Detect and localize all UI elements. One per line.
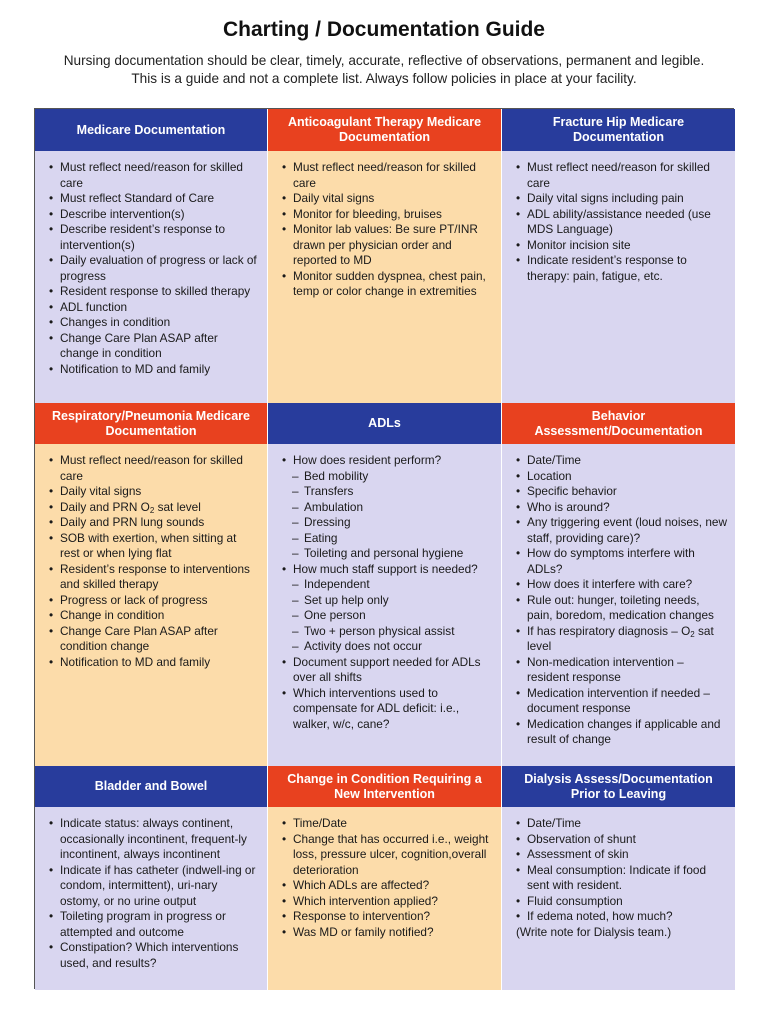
list-item: • Date/Time — [516, 816, 727, 832]
list-item: • Monitor sudden dyspnea, chest pain, temp or color change in extremities — [282, 269, 493, 300]
list-subitem: – Toileting and personal hygiene — [282, 546, 493, 562]
list-item: • Change in condition — [49, 608, 259, 624]
change-in-condition-list — [282, 816, 493, 940]
list-item: • Which intervention applied? — [282, 894, 493, 910]
list-item: • Daily vital signs — [282, 191, 493, 207]
list-item: • Daily vital signs including pain — [516, 191, 727, 207]
list-item: • Constipation? Which interventions used, and results? — [49, 940, 259, 971]
list-item: • SOB with exertion, when sitting at rest or when lying flat — [49, 531, 259, 562]
section-behavior-assessment — [502, 444, 735, 766]
list-item: • Daily and PRN $O_2$ sat level — [49, 500, 259, 516]
list-item: • Meal consumption: Indicate if food sent with resident. — [516, 863, 727, 894]
list-subitem: – Independent — [282, 577, 493, 593]
section-medicare-documentation — [35, 151, 268, 403]
header-fracture-hip: Fracture Hip Medicare Documentation — [502, 109, 735, 151]
list-item: • Must reflect need/reason for skilled care — [516, 160, 727, 191]
list-item: • Must reflect need/reason for skilled care — [49, 453, 259, 484]
list-subitem: – Dressing — [282, 515, 493, 531]
list-note: (Write note for Dialysis team.) — [516, 924, 672, 939]
list-item: • Daily vital signs — [49, 484, 259, 500]
list-item: • Rule out: hunger, toileting needs, pain, boredom, medication changes — [516, 593, 727, 624]
list-item: • If edema noted, how much? — [516, 909, 727, 925]
list-item: • Medication intervention if needed – document response — [516, 686, 727, 717]
list-item: • Change that has occurred i.e., weight loss, pressure ulcer, cognition,overall deterioration — [282, 832, 493, 879]
list-subitem: – Bed mobility — [282, 469, 493, 485]
list-item: • Specific behavior — [516, 484, 727, 500]
list-item: • Document support needed for ADLs over all shifts — [282, 655, 493, 686]
list-item: • Must reflect Standard of Care — [49, 191, 259, 207]
list-subitem: – One person — [282, 608, 493, 624]
list-item: • Resident response to skilled therapy — [49, 284, 259, 300]
list-item: • Which interventions used to compensate for ADL deficit: i.e., walker, w/c, cane? — [282, 686, 493, 733]
list-item: • Which ADLs are affected? — [282, 878, 493, 894]
list-item: • Who is around? — [516, 500, 727, 516]
header-respiratory-pneumonia: Respiratory/Pneumonia Medicare Documentation — [35, 403, 268, 444]
list-item: • Notification to MD and family — [49, 655, 259, 671]
list-subitem: – Two + person physical assist — [282, 624, 493, 640]
list-item: • Indicate resident’s response to therapy: pain, fatigue, etc. — [516, 253, 727, 284]
medicare-documentation-list — [49, 160, 259, 377]
list-item: • Date/Time — [516, 453, 727, 469]
list-item: • Daily evaluation of progress or lack of progress — [49, 253, 259, 284]
anticoagulant-therapy-list — [282, 160, 493, 300]
list-subitem: – Set up help only — [282, 593, 493, 609]
list-item: • Progress or lack of progress — [49, 593, 259, 609]
list-item: • Assessment of skin — [516, 847, 727, 863]
list-item: • Fluid consumption — [516, 894, 727, 910]
list-item: • Time/Date — [282, 816, 493, 832]
section-change-in-condition — [268, 807, 502, 990]
list-item: • Toileting program in progress or attempted and outcome — [49, 909, 259, 940]
list-item: • Medication changes if applicable and result of change — [516, 717, 727, 748]
list-item: • Any triggering event (loud noises, new staff, providing care)? — [516, 515, 727, 546]
section-dialysis-assess — [502, 807, 735, 990]
bladder-and-bowel-list — [49, 816, 259, 971]
fracture-hip-list — [516, 160, 727, 284]
list-item: • Change Care Plan ASAP after change in condition — [49, 331, 259, 362]
list-item: • Must reflect need/reason for skilled care — [49, 160, 259, 191]
header-change-in-condition: Change in Condition Requiring a New Intervention — [268, 766, 502, 807]
list-item: • Describe resident’s response to intervention(s) — [49, 222, 259, 253]
list-item: • Changes in condition — [49, 315, 259, 331]
section-adls — [268, 444, 502, 766]
list-item: • Indicate if has catheter (indwell-ing or condom, intermittent), uri-nary ostomy, or no urine output — [49, 863, 259, 910]
list-subitem: – Ambulation — [282, 500, 493, 516]
header-dialysis-assess: Dialysis Assess/Documentation Prior to Leaving — [502, 766, 735, 807]
dialysis-assess-list — [516, 816, 727, 940]
list-item: • Indicate status: always continent, occasionally incontinent, frequent-ly incontinent, always incontinent — [49, 816, 259, 863]
header-anticoagulant-therapy: Anticoagulant Therapy Medicare Documentation — [268, 109, 502, 151]
list-item: • How does it interfere with care? — [516, 577, 727, 593]
list-item: • Daily and PRN lung sounds — [49, 515, 259, 531]
documentation-grid — [34, 108, 734, 989]
list-item: • Was MD or family notified? — [282, 925, 493, 941]
header-medicare-documentation: Medicare Documentation — [35, 109, 268, 151]
list-item: • ADL function — [49, 300, 259, 316]
list-item: • Monitor incision site — [516, 238, 727, 254]
header-behavior-assessment: Behavior Assessment/Documentation — [502, 403, 735, 444]
page-title: Charting / Documentation Guide — [222, 18, 545, 41]
list-item: • ADL ability/assistance needed (use MDS Language) — [516, 207, 727, 238]
list-item: • If has respiratory diagnosis – $O_2$ sat level — [516, 624, 727, 655]
adls-list — [282, 453, 493, 732]
section-fracture-hip — [502, 151, 735, 403]
behavior-assessment-list — [516, 453, 727, 748]
section-respiratory-pneumonia — [35, 444, 268, 766]
list-item: • Observation of shunt — [516, 832, 727, 848]
list-item: • Describe intervention(s) — [49, 207, 259, 223]
list-item: • Non-medication intervention – resident response — [516, 655, 727, 686]
list-item: • Response to intervention? — [282, 909, 493, 925]
list-item: • Location — [516, 469, 727, 485]
list-item: • How does resident perform? — [282, 453, 493, 469]
list-item: • Monitor for bleeding, bruises — [282, 207, 493, 223]
list-item: • Notification to MD and family — [49, 362, 259, 378]
list-item: • Resident’s response to interventions and skilled therapy — [49, 562, 259, 593]
header-bladder-and-bowel: Bladder and Bowel — [35, 766, 268, 807]
header-adls: ADLs — [268, 403, 502, 444]
list-item: • How much staff support is needed? — [282, 562, 493, 578]
section-bladder-and-bowel — [35, 807, 268, 990]
list-item: • How do symptoms interfere with ADLs? — [516, 546, 727, 577]
list-item: • Monitor lab values: Be sure PT/INR drawn per physician order and reported to MD — [282, 222, 493, 269]
list-subitem: – Eating — [282, 531, 493, 547]
list-item: • Change Care Plan ASAP after condition change — [49, 624, 259, 655]
list-subitem: – Activity does not occur — [282, 639, 493, 655]
page-subtitle: Nursing documentation should be clear, timely, accurate, reflective of observations, permanent and legible. This is a guide and not a complete list. Always follow policies in place at your facility. — [63, 53, 705, 86]
list-item: • Must reflect need/reason for skilled care — [282, 160, 493, 191]
respiratory-pneumonia-list — [49, 453, 259, 670]
list-subitem: – Transfers — [282, 484, 493, 500]
section-anticoagulant-therapy — [268, 151, 502, 403]
